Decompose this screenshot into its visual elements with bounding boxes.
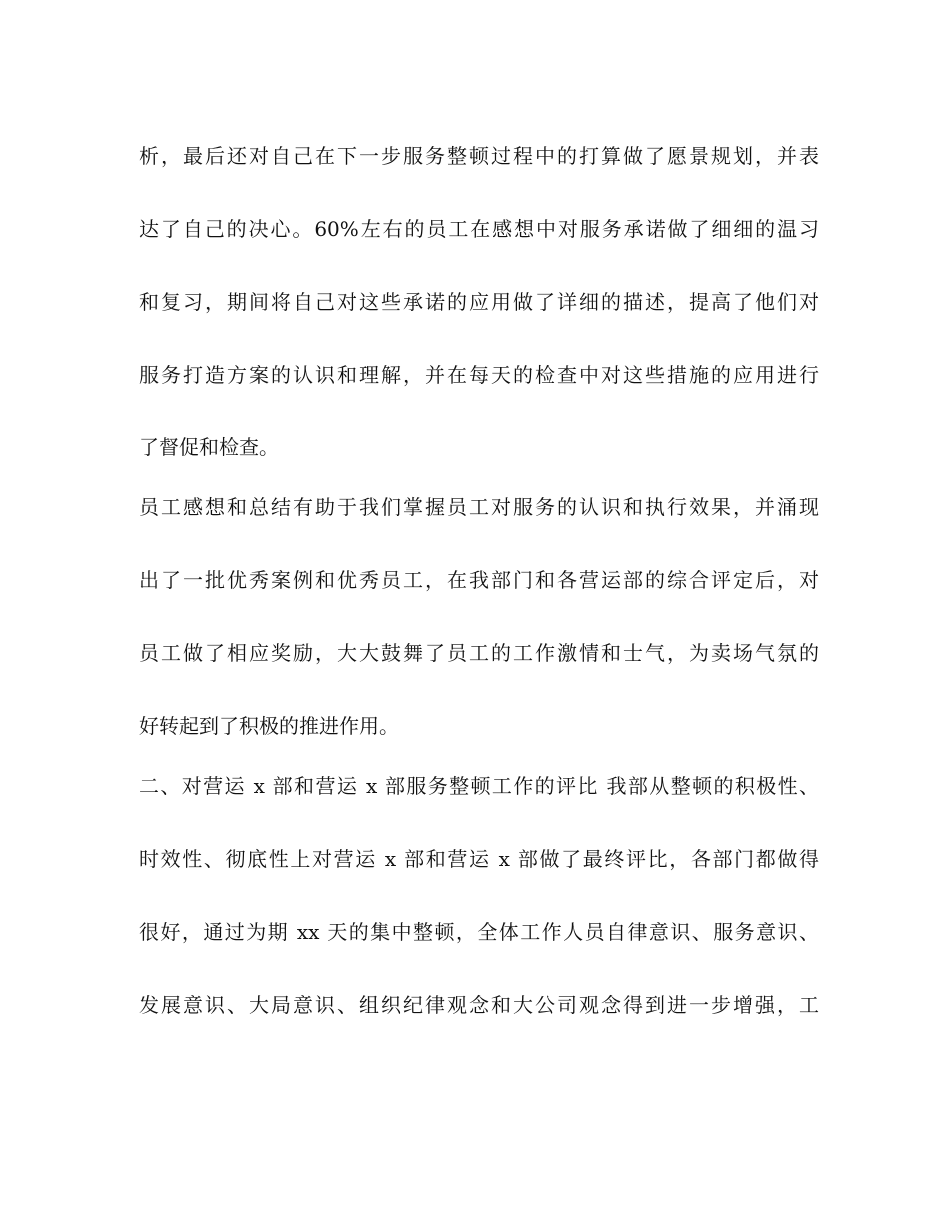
paragraph-line-11: 时效性、彻底性上对营运 x 部和营运 x 部做了最终评比，各部门都做得 <box>139 847 819 871</box>
paragraph-line-13: 发展意识、大局意识、组织纪律观念和大公司观念得到进一步增强，工 <box>139 993 819 1017</box>
section-heading-line: 二、对营运 x 部和营运 x 部服务整顿工作的评比 我部从整顿的积极性、 <box>139 774 819 798</box>
paragraph-line-1: 析，最后还对自己在下一步服务整顿过程中的打算做了愿景规划，并表 <box>139 144 819 168</box>
paragraph-line-6: 员工感想和总结有助于我们掌握员工对服务的认识和执行效果，并涌现 <box>139 495 819 519</box>
paragraph-line-8: 员工做了相应奖励，大大鼓舞了员工的工作激情和士气，为卖场气氛的 <box>139 641 819 665</box>
paragraph-line-4: 服务打造方案的认识和理解，并在每天的检查中对这些措施的应用进行 <box>139 363 819 387</box>
paragraph-line-7: 出了一批优秀案例和优秀员工，在我部门和各营运部的综合评定后，对 <box>139 568 819 592</box>
paragraph-line-2: 达了自己的决心。60%左右的员工在感想中对服务承诺做了细细的温习 <box>139 217 819 241</box>
paragraph-line-5: 了督促和检查。 <box>139 435 279 459</box>
paragraph-line-3: 和复习，期间将自己对这些承诺的应用做了详细的描述，提高了他们对 <box>139 290 819 314</box>
paragraph-line-12: 很好，通过为期 xx 天的集中整顿，全体工作人员自律意识、服务意识、 <box>139 920 819 944</box>
paragraph-line-9: 好转起到了积极的推进作用。 <box>139 714 399 738</box>
